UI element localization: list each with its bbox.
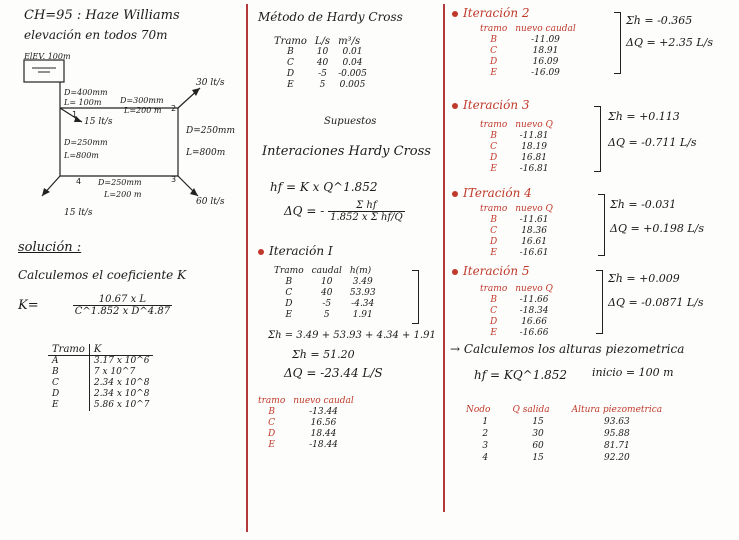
table-row	[254, 407, 358, 418]
table-row	[254, 429, 358, 440]
alturas-title: → Calculemos los alturas piezometrica	[450, 342, 685, 356]
table-header: nuevo caudal	[515, 24, 576, 34]
pipe-d-length: L=200 m	[104, 190, 142, 199]
table-cell: -0.005	[338, 69, 367, 79]
outflow-node-1: 15 lt/s	[84, 117, 113, 127]
table-row	[476, 248, 557, 259]
table-cell: D	[285, 299, 293, 309]
iteracion-3-dq: ΔQ = -0.711 L/s	[608, 136, 697, 149]
iteracion-2-title	[452, 6, 530, 20]
table-row	[476, 295, 557, 306]
table-row	[476, 57, 580, 68]
supuestos-caption: Supuestos	[324, 116, 377, 127]
table-cell: E	[490, 328, 497, 338]
dq-formula-lhs: ΔQ = -	[284, 204, 325, 218]
table-cell: 10	[321, 277, 333, 287]
table-cell: 16.56	[310, 418, 337, 428]
table-header: nuevo caudal	[293, 396, 354, 406]
iteracion-1-title	[258, 244, 333, 258]
table-header: nuevo Q	[515, 120, 553, 130]
table-cell: 60	[532, 440, 544, 451]
table-header: Tramo	[274, 36, 307, 47]
pipe-a-diameter: D=400mm	[64, 88, 108, 97]
hf-formula: hf = K x Q^1.852	[270, 180, 378, 194]
bullet-icon	[452, 191, 458, 197]
table-cell: 16.66	[521, 317, 547, 327]
table-cell: 93.63	[603, 416, 630, 427]
dq-formula	[284, 200, 405, 223]
table-cell: C	[268, 418, 276, 428]
table-row	[476, 215, 557, 226]
table-cell: 0.04	[342, 58, 363, 68]
k-formula-numerator: 10.67 x L	[73, 294, 172, 306]
solucion-title: solución :	[18, 240, 82, 255]
table-cell: 0.005	[339, 80, 366, 90]
pipe-b-length: L=200 m	[124, 106, 162, 115]
alturas-table	[462, 404, 666, 464]
k-formula-denominator: C^1.852 x D^4.87	[74, 306, 171, 317]
iteracion-4-title	[452, 186, 532, 200]
dq-numerator: Σ hf	[328, 200, 405, 212]
table-row	[476, 328, 557, 339]
iteracion-1-dq: ΔQ = -23.44 L/S	[284, 366, 383, 380]
table-header: Altura piezometrica	[571, 404, 663, 415]
table-cell: 3.49	[352, 277, 373, 287]
iteracion-2-dq: ΔQ = +2.35 L/s	[626, 36, 714, 49]
table-cell: 16.09	[532, 57, 559, 67]
table-row	[270, 277, 380, 288]
table-row	[48, 378, 153, 389]
node-2-label: 2	[171, 104, 177, 113]
table-row	[462, 440, 666, 452]
iteracion-2-brace	[614, 12, 621, 74]
k-intro: Calculemos el coeficiente K	[18, 268, 187, 282]
table-cell: E	[287, 80, 294, 90]
header-line-1: CH=95 : Haze Williams	[24, 8, 180, 23]
pipe-b-diameter: D=300mm	[120, 96, 164, 105]
table-cell: 18.19	[521, 142, 547, 152]
table-cell: -16.61	[519, 248, 549, 258]
table-cell: C	[287, 58, 294, 68]
column-divider-left	[246, 4, 248, 532]
header-line-2: elevación en todos 70m	[24, 28, 168, 42]
table-header: Nodo	[466, 404, 491, 415]
table-row	[462, 428, 666, 440]
iteracion-5-dq: ΔQ = -0.0871 L/s	[608, 296, 704, 309]
table-row	[476, 237, 557, 248]
table-row	[270, 69, 371, 80]
table-cell: 18.91	[532, 46, 559, 56]
table-cell: E	[490, 68, 497, 78]
table-header: nuevo Q	[515, 204, 553, 214]
table-header: Tramo	[274, 266, 304, 276]
iteracion-4-table	[476, 204, 557, 259]
pipe-c-diameter: D=250mm	[186, 126, 236, 136]
table-cell: 53.93	[349, 288, 376, 298]
table-cell: 1	[482, 416, 489, 427]
table-cell: B	[490, 215, 497, 225]
table-cell: 2.34 x 10^8	[93, 378, 150, 388]
table-cell: D	[490, 237, 498, 247]
table-cell: -16.09	[531, 68, 560, 78]
table-cell: 4	[482, 452, 489, 463]
table-cell: -16.81	[519, 164, 549, 174]
table-cell: 16.61	[521, 237, 547, 247]
table-cell: 15	[532, 452, 544, 463]
table-cell: -11.66	[519, 295, 549, 305]
table-cell: 18.44	[310, 429, 337, 439]
table-header: tramo	[480, 120, 508, 130]
iteracion-1-table	[270, 266, 380, 321]
hardy-cross-title: Método de Hardy Cross	[258, 10, 403, 24]
table-row	[270, 58, 371, 69]
table-cell: 10	[316, 47, 329, 57]
iteracion-2-table	[476, 24, 580, 79]
table-cell: 30	[532, 428, 544, 439]
k-formula	[18, 294, 172, 317]
table-cell: C	[285, 288, 293, 298]
iteracion-4-sum: Σh = -0.031	[610, 198, 677, 211]
outflow-node-3: 60 lt/s	[196, 197, 225, 207]
table-cell: C	[490, 306, 498, 316]
pipe-network-diagram	[10, 46, 246, 236]
table-header: tramo	[480, 284, 508, 294]
outflow-node-4: 15 lt/s	[64, 208, 93, 218]
table-cell: -4.34	[351, 299, 375, 309]
table-cell: 40	[316, 58, 329, 68]
table-cell: 2	[482, 428, 489, 439]
table-cell: E	[285, 310, 293, 320]
iteracion-4-dq: ΔQ = +0.198 L/s	[610, 222, 705, 235]
k-table-header: K	[89, 344, 153, 356]
iteracion-5-brace	[596, 270, 603, 334]
table-row	[270, 80, 371, 91]
table-row	[476, 164, 557, 175]
iteracion-2-sum: Σh = -0.365	[626, 14, 693, 27]
table-cell: 40	[321, 288, 333, 298]
alturas-inicio: inicio = 100 m	[592, 366, 674, 379]
table-cell: D	[490, 57, 498, 67]
k-table-header: Tramo	[48, 344, 89, 356]
iteracion-5-sum: Σh = +0.009	[608, 272, 680, 285]
iteracion-3-label: Iteración 3	[463, 98, 530, 112]
table-cell: B	[268, 407, 275, 417]
table-header: L/s	[314, 36, 331, 47]
iteracion-2-label: Iteración 2	[463, 6, 530, 20]
table-cell: B	[490, 131, 497, 141]
table-cell: B	[285, 277, 293, 287]
table-cell: -16.66	[519, 328, 549, 338]
table-cell: D	[48, 389, 89, 400]
table-cell: A	[48, 356, 89, 368]
table-row	[462, 416, 666, 428]
table-row	[48, 356, 153, 368]
table-cell: C	[48, 378, 89, 389]
table-cell: -18.34	[519, 306, 549, 316]
bullet-icon	[452, 269, 458, 275]
table-row	[476, 35, 580, 46]
table-cell: B	[287, 47, 294, 57]
table-cell: B	[48, 367, 89, 378]
pipe-a-length: L= 100m	[64, 98, 102, 107]
table-header: caudal	[311, 266, 342, 276]
table-row	[476, 142, 557, 153]
table-header: Q salida	[512, 404, 550, 415]
table-cell: 5	[323, 310, 330, 320]
table-row	[270, 299, 380, 310]
iteracion-1-sum-result: Σh = 51.20	[292, 348, 355, 361]
iteracion-3-table	[476, 120, 557, 175]
table-header: tramo	[258, 396, 286, 406]
table-cell: C	[490, 142, 498, 152]
iteracion-4-label: ITeración 4	[463, 186, 532, 200]
column-divider-right	[443, 4, 445, 512]
table-cell: -5	[322, 299, 332, 309]
table-row	[476, 46, 580, 57]
table-cell: E	[268, 440, 275, 450]
table-row	[476, 306, 557, 317]
k-table	[48, 344, 153, 411]
table-cell: D	[268, 429, 276, 439]
table-cell: C	[490, 226, 498, 236]
iteracion-3-sum: Σh = +0.113	[608, 110, 680, 123]
table-cell: 18.36	[521, 226, 547, 236]
table-row	[476, 153, 557, 164]
pipe-d-diameter: D=250mm	[98, 178, 142, 187]
table-cell: D	[490, 153, 498, 163]
table-header: m³/s	[338, 36, 361, 47]
iteracion-1-sum-line: Σh = 3.49 + 53.93 + 4.34 + 1.91	[268, 330, 436, 341]
dq-denominator: 1.852 x Σ hf/Q	[330, 212, 403, 223]
table-cell: 5	[319, 80, 326, 90]
pipe-c-length: L=800m	[186, 148, 226, 158]
table-cell: -11.09	[531, 35, 560, 45]
table-cell: 15	[532, 416, 544, 427]
table-cell: -18.44	[309, 440, 338, 450]
tank-label: ElEV. 100m	[24, 52, 71, 61]
table-row	[48, 367, 153, 378]
node-1-label: 1	[72, 110, 78, 119]
iteracion-3-brace	[594, 106, 601, 172]
table-cell: -5	[318, 69, 327, 79]
table-row	[270, 310, 380, 321]
iteracion-1-label: Iteración I	[269, 244, 333, 258]
pipe-e-length: L=800m	[64, 151, 99, 160]
table-cell: D	[490, 317, 498, 327]
table-cell: -13.44	[309, 407, 338, 417]
table-header: tramo	[480, 24, 508, 34]
table-header: tramo	[480, 204, 508, 214]
table-header: h(m)	[349, 266, 372, 276]
table-cell: 5.86 x 10^7	[93, 400, 150, 410]
iteracion-3-title	[452, 98, 530, 112]
supuestos-table	[270, 36, 371, 91]
table-row	[254, 418, 358, 429]
iteracion-5-label: Iteración 5	[463, 264, 530, 278]
iteracion-4-brace	[598, 194, 605, 256]
bullet-icon	[452, 11, 458, 17]
iteracion-5-title	[452, 264, 530, 278]
table-cell: -11.61	[519, 215, 549, 225]
table-cell: 81.71	[603, 440, 630, 451]
k-formula-lhs: K=	[18, 298, 39, 313]
table-cell: 3	[482, 440, 489, 451]
table-row	[476, 226, 557, 237]
table-row	[254, 440, 358, 451]
table-row	[462, 452, 666, 464]
iteracion-1-brace	[412, 270, 419, 324]
bullet-icon	[452, 103, 458, 109]
table-cell: 3.17 x 10^6	[93, 356, 150, 366]
table-cell: E	[490, 248, 497, 258]
table-cell: 16.81	[521, 153, 547, 163]
bullet-icon	[258, 249, 264, 255]
table-row	[476, 68, 580, 79]
table-row	[476, 317, 557, 328]
table-cell: C	[490, 46, 498, 56]
nuevo-caudal-table	[254, 396, 358, 451]
table-row	[476, 131, 557, 142]
table-row	[270, 47, 371, 58]
outflow-node-2: 30 lt/s	[196, 78, 225, 88]
table-cell: 0.01	[342, 47, 363, 57]
alturas-hf-formula: hf = KQ^1.852	[474, 368, 568, 382]
table-cell: B	[490, 35, 497, 45]
table-row	[270, 288, 380, 299]
table-cell: 1.91	[352, 310, 373, 320]
table-cell: B	[490, 295, 497, 305]
table-cell: E	[48, 400, 89, 411]
node-4-label: 4	[76, 177, 82, 186]
table-cell: 92.20	[603, 452, 630, 463]
table-row	[48, 389, 153, 400]
node-3-label: 3	[171, 175, 177, 184]
table-cell: 7 x 10^7	[93, 367, 136, 377]
table-cell: D	[286, 69, 295, 79]
table-cell: 95.88	[603, 428, 630, 439]
table-cell: E	[490, 164, 497, 174]
table-cell: -11.81	[519, 131, 549, 141]
table-row	[48, 400, 153, 411]
iteracion-5-table	[476, 284, 557, 339]
pipe-e-diameter: D=250mm	[64, 138, 108, 147]
iteraciones-title: Interaciones Hardy Cross	[262, 144, 431, 159]
table-cell: 2.34 x 10^8	[93, 389, 150, 399]
table-header: nuevo Q	[515, 284, 553, 294]
tank-icon	[24, 60, 64, 82]
